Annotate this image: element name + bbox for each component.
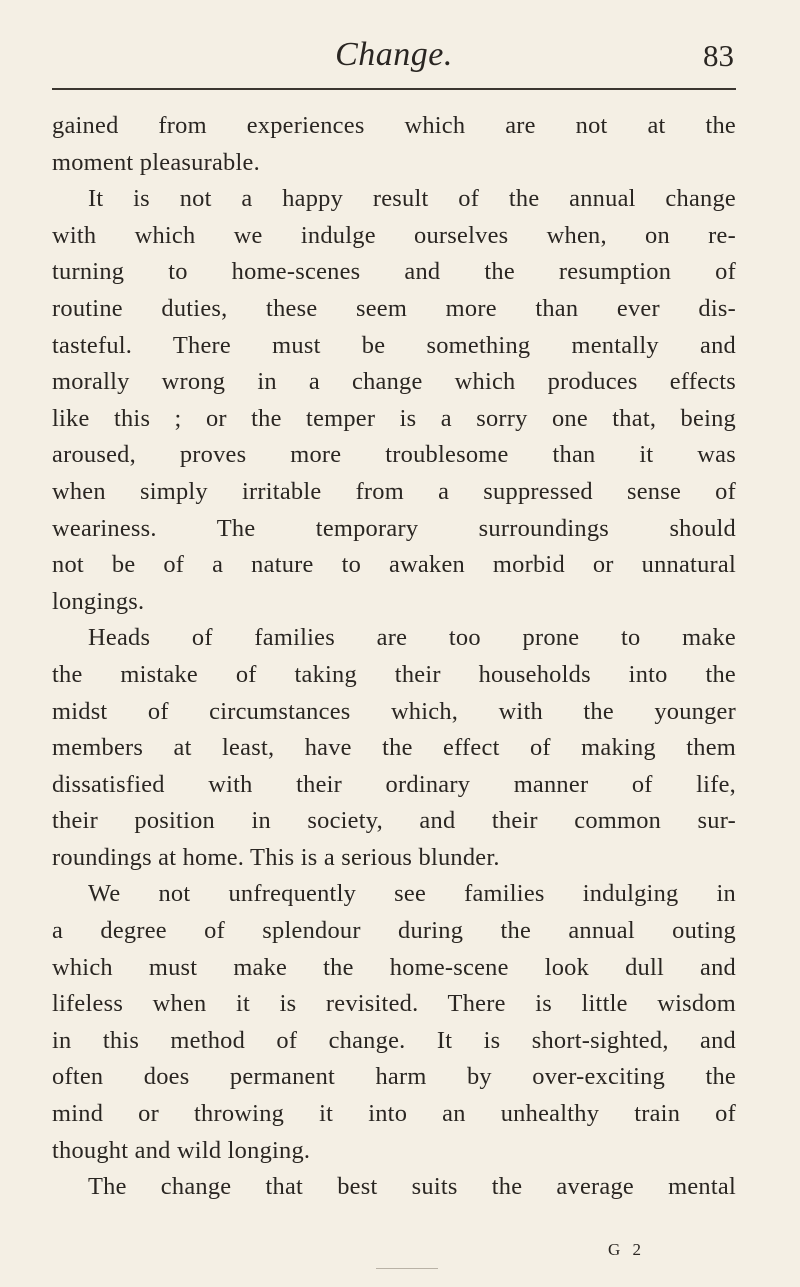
text-line: the mistake of taking their households into the — [52, 660, 736, 688]
signature-mark: G 2 — [608, 1240, 646, 1259]
text-line: aroused, proves more troublesome than it was — [52, 441, 736, 469]
text-line: midst of circumstances which, with the younger — [52, 697, 736, 725]
text-line: dissatisfied with their ordinary manner of life, — [52, 770, 736, 798]
text-line: like this ; or the temper is a sorry one that, being — [52, 404, 736, 432]
text-line: mind or throwing it into an unhealthy train of — [52, 1100, 736, 1128]
text-line: Heads of families are too prone to make — [88, 624, 736, 652]
text-line: members at least, have the effect of making them — [52, 734, 736, 762]
text-line: longings. — [52, 587, 145, 615]
text-line: lifeless when it is revisited. There is little wisdom — [52, 990, 736, 1018]
text-line: weariness. The temporary surroundings should — [52, 514, 736, 542]
text-line: their position in society, and their common sur- — [52, 807, 736, 835]
body-text — [52, 108, 736, 1206]
text-line: The change that best suits the average mental — [88, 1173, 736, 1201]
page-number: 83 — [703, 38, 734, 73]
text-line: moment pleasurable. — [52, 148, 260, 176]
running-title: Change. — [335, 36, 453, 73]
text-line: It is not a happy result of the annual change — [88, 185, 736, 213]
text-line: when simply irritable from a suppressed sense of — [52, 477, 736, 505]
bottom-rule — [376, 1268, 438, 1269]
text-line: not be of a nature to awaken morbid or unnatural — [52, 551, 736, 579]
text-line: often does permanent harm by over-exciting the — [52, 1063, 736, 1091]
text-line: turning to home-scenes and the resumption of — [52, 258, 736, 286]
text-line: which must make the home-scene look dull and — [52, 953, 736, 981]
running-head — [52, 28, 736, 78]
header-rule — [52, 88, 736, 90]
text-line: tasteful. There must be something mentally and — [52, 331, 736, 359]
text-line: morally wrong in a change which produces effects — [52, 368, 736, 396]
text-line: gained from experiences which are not at the — [52, 112, 736, 139]
text-line: thought and wild longing. — [52, 1136, 311, 1164]
text-line: roundings at home. This is a serious blunder. — [52, 843, 500, 871]
text-line: in this method of change. It is short-sighted, and — [52, 1026, 736, 1054]
text-line: a degree of splendour during the annual outing — [52, 917, 736, 945]
text-line: routine duties, these seem more than ever dis- — [52, 294, 736, 322]
text-line: We not unfrequently see families indulging in — [88, 880, 736, 908]
text-line: with which we indulge ourselves when, on re- — [52, 221, 736, 249]
